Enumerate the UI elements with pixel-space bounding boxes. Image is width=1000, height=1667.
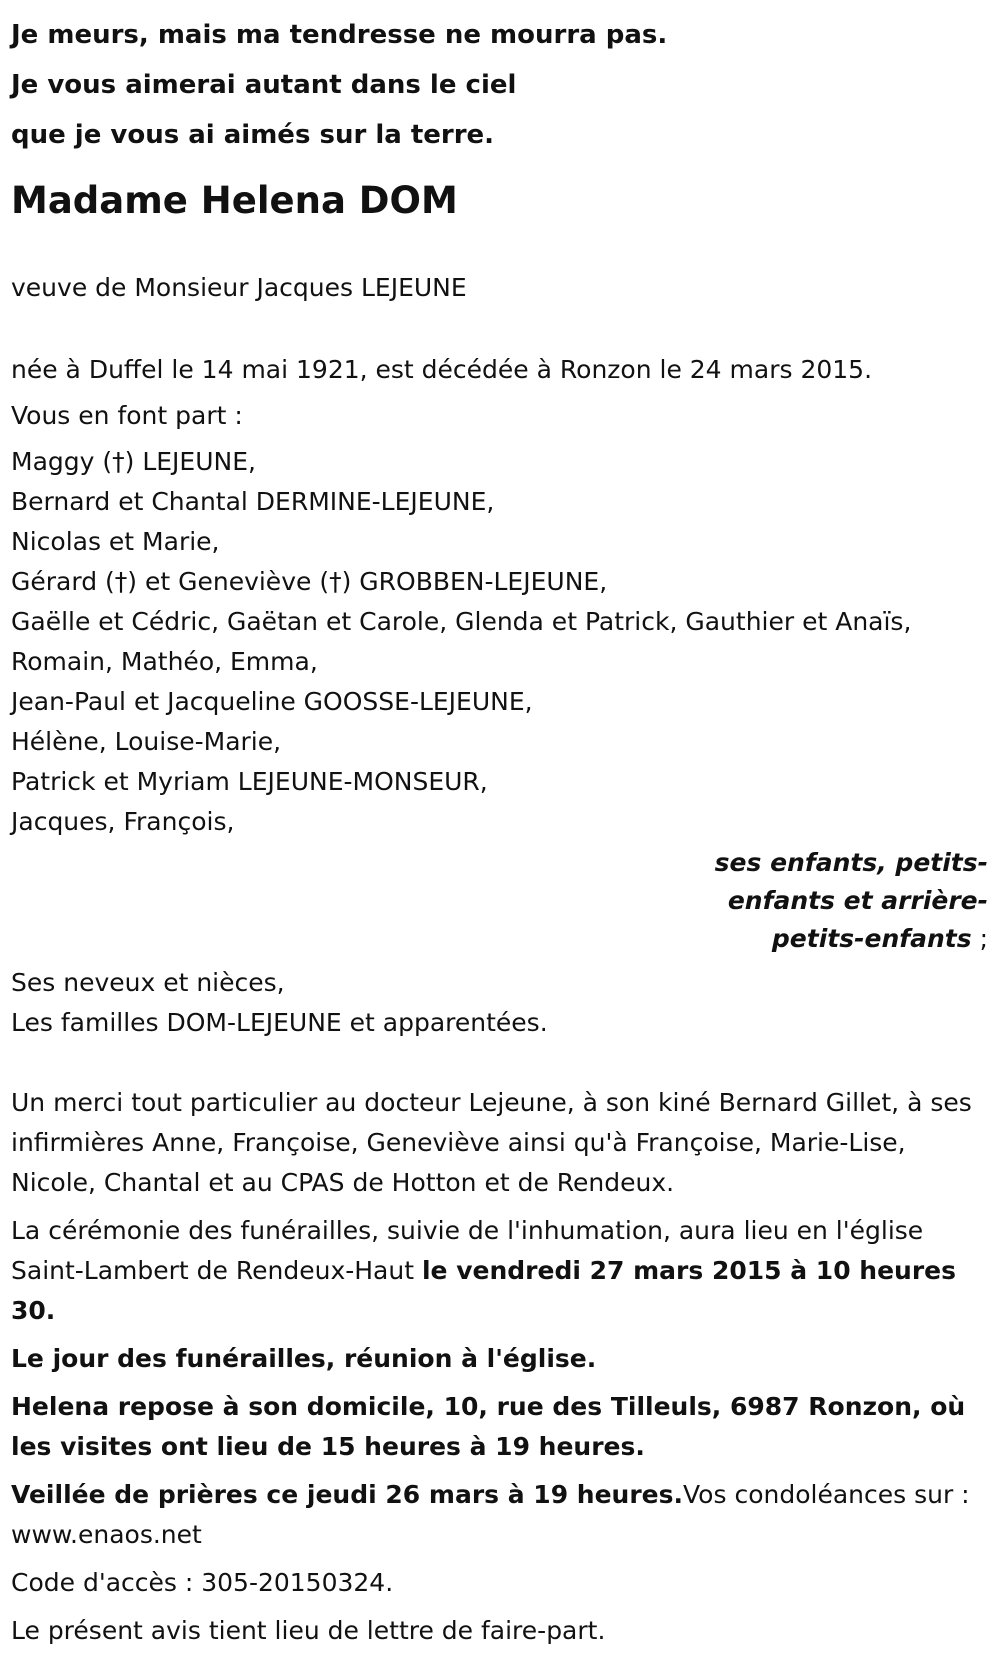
closing-line: Le présent avis tient lieu de lettre de faire-part. — [11, 1616, 606, 1645]
family-list — [11, 442, 988, 842]
announce-line: Vous en font part : — [11, 401, 243, 430]
family-line: Romain, Mathéo, Emma, — [11, 647, 318, 676]
poem-line: Je vous aimerai autant dans le ciel — [11, 70, 517, 100]
access-code: Code d'accès : 305-20150324. — [11, 1568, 394, 1597]
birth-death-line: née à Duffel le 14 mai 1921, est décédée à Ronzon le 24 mars 2015. — [11, 355, 873, 384]
role-line: enfants et arrière- — [727, 886, 988, 915]
vigil-paragraph — [11, 1475, 988, 1555]
role-line: petits-enfants — [771, 924, 972, 953]
condolences-text: Vos condoléances sur : www.enaos.net — [11, 1480, 970, 1549]
poem-line: Je meurs, mais ma tendresse ne mourra pas. — [11, 20, 668, 50]
poem-line: que je vous ai aimés sur la terre. — [11, 120, 495, 150]
vigil-text: Veillée de prières ce jeudi 26 mars à 19 heures. — [11, 1480, 684, 1509]
thanks-paragraph: Un merci tout particulier au docteur Lejeune, à son kiné Bernard Gillet, à ses infirmières Anne, Françoise, Geneviève ainsi qu'à Françoise, Marie-Lise, Nicole, Chantal et au CPAS de Hotton et de Rendeux. — [11, 1088, 972, 1197]
relatives-line: Les familles DOM-LEJEUNE et apparentées. — [11, 1008, 548, 1037]
ceremony-text: La cérémonie des funérailles, suivie de l'inhumation, aura lieu en l'église Saint-Lambert de Rendeux-Haut — [11, 1216, 924, 1285]
family-line: Gérard (†) et Geneviève (†) GROBBEN-LEJEUNE, — [11, 567, 608, 596]
rest-paragraph: Helena repose à son domicile, 10, rue des Tilleuls, 6987 Ronzon, où les visites ont lieu de 15 heures à 19 heures. — [11, 1392, 966, 1461]
family-line: Patrick et Myriam LEJEUNE-MONSEUR, — [11, 767, 488, 796]
role-line: ses enfants, petits- — [714, 848, 988, 877]
role-punctuation: ; — [971, 924, 988, 953]
family-line: Gaëlle et Cédric, Gaëtan et Carole, Glenda et Patrick, Gauthier et Anaïs, — [11, 607, 912, 636]
family-line: Jacques, François, — [11, 807, 235, 836]
family-line: Jean-Paul et Jacqueline GOOSSE-LEJEUNE, — [11, 687, 533, 716]
relatives-line: Ses neveux et nièces, — [11, 968, 285, 997]
other-relatives — [11, 963, 988, 1043]
family-line: Maggy (†) LEJEUNE, — [11, 447, 256, 476]
widow-line: veuve de Monsieur Jacques LEJEUNE — [11, 273, 467, 302]
family-line: Nicolas et Marie, — [11, 527, 220, 556]
family-role — [11, 844, 988, 958]
meeting-line: Le jour des funérailles, réunion à l'église. — [11, 1344, 597, 1373]
family-line: Bernard et Chantal DERMINE-LEJEUNE, — [11, 487, 495, 516]
deceased-name: Madame Helena DOM — [11, 179, 458, 222]
ceremony-date: le vendredi 27 mars 2015 à 10 heures 30. — [11, 1256, 957, 1325]
family-line: Hélène, Louise-Marie, — [11, 727, 282, 756]
ceremony-paragraph — [11, 1211, 988, 1331]
poem — [11, 0, 988, 160]
